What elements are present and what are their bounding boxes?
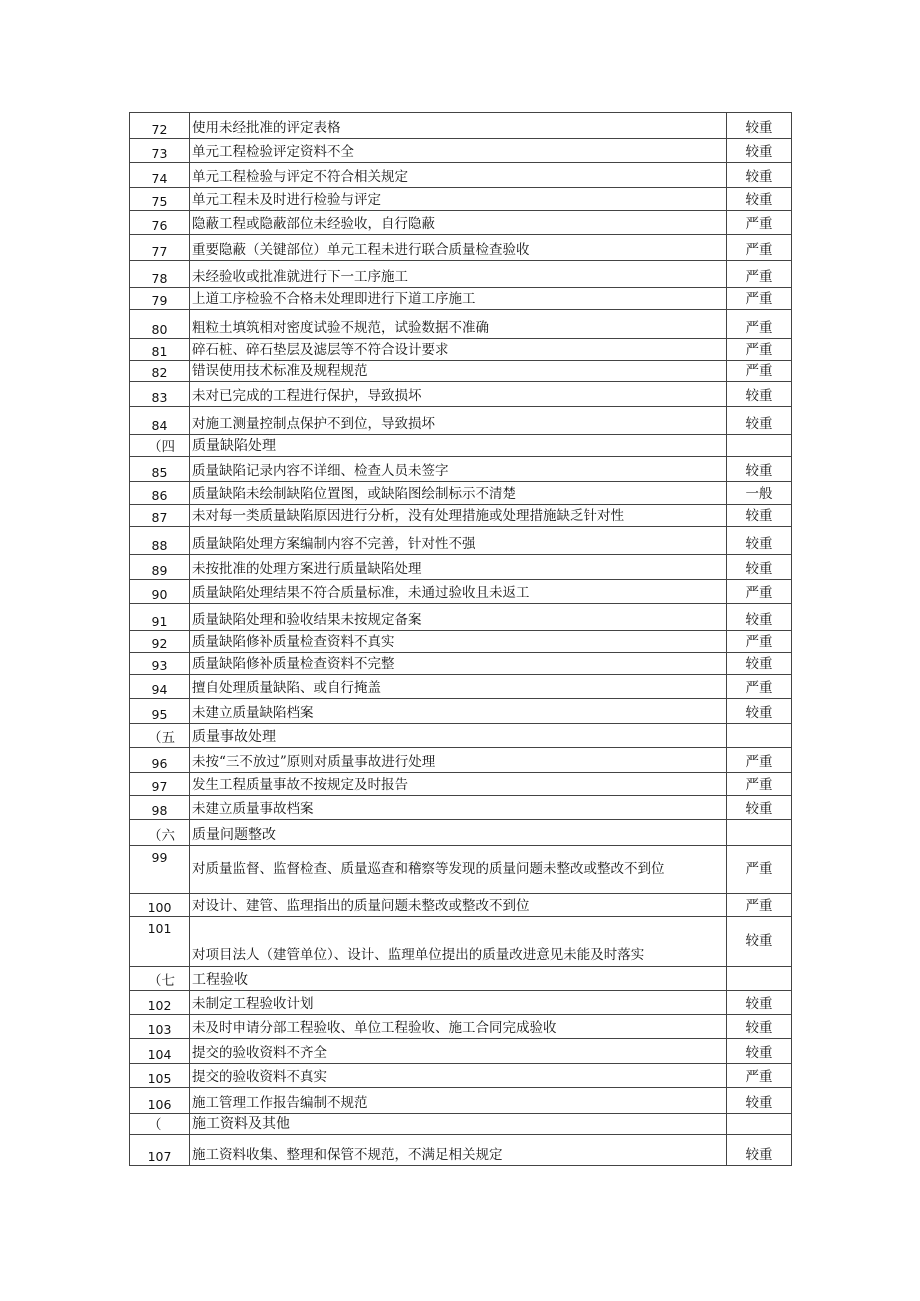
table-row	[130, 382, 792, 407]
row-number: 74	[130, 163, 190, 188]
table-row	[130, 113, 792, 139]
issue-description: 质量缺陷修补质量检查资料不完整	[190, 653, 727, 675]
row-number: 105	[130, 1064, 190, 1088]
issue-description: 质量缺陷处理方案编制内容不完善，针对性不强	[190, 527, 727, 555]
table-row	[130, 631, 792, 653]
row-number: 88	[130, 527, 190, 555]
table-row	[130, 1135, 792, 1166]
row-number: 91	[130, 604, 190, 631]
severity-level	[727, 1114, 792, 1135]
table-row	[130, 675, 792, 699]
severity-level: 较重	[727, 1088, 792, 1114]
severity-level: 一般	[727, 482, 792, 505]
table-row	[130, 917, 792, 967]
issue-description: 未对每一类质量缺陷原因进行分析，没有处理措施或处理措施缺乏针对性	[190, 505, 727, 527]
severity-level: 严重	[727, 211, 792, 235]
issue-description: 质量缺陷记录内容不详细、检查人员未签字	[190, 457, 727, 482]
issue-description: 施工资料收集、整理和保管不规范，不满足相关规定	[190, 1135, 727, 1166]
severity-level: 严重	[727, 235, 792, 261]
table-row	[130, 555, 792, 580]
issue-description: 质量缺陷处理结果不符合质量标准，未通过验收且未返工	[190, 580, 727, 604]
severity-level: 较重	[727, 1135, 792, 1166]
issue-description: 质量缺陷修补质量检查资料不真实	[190, 631, 727, 653]
row-number: 86	[130, 482, 190, 505]
severity-level: 严重	[727, 361, 792, 382]
issue-description: 未建立质量缺陷档案	[190, 699, 727, 724]
row-number: （	[130, 1114, 190, 1135]
issue-description: 未经验收或批准就进行下一工序施工	[190, 261, 727, 288]
issue-description: 对质量监督、监督检查、质量巡查和稽察等发现的质量问题未整改或整改不到位	[190, 846, 727, 894]
table-row	[130, 505, 792, 527]
row-number: 85	[130, 457, 190, 482]
row-number: 72	[130, 113, 190, 139]
row-number: 78	[130, 261, 190, 288]
severity-level: 较重	[727, 382, 792, 407]
issue-description: 质量缺陷处理和验收结果未按规定备案	[190, 604, 727, 631]
severity-level: 严重	[727, 675, 792, 699]
severity-level: 较重	[727, 188, 792, 211]
severity-level: 较重	[727, 1015, 792, 1039]
row-number: 82	[130, 361, 190, 382]
row-number: 107	[130, 1135, 190, 1166]
row-number: 94	[130, 675, 190, 699]
issue-description: 对设计、建管、监理指出的质量问题未整改或整改不到位	[190, 894, 727, 917]
severity-level: 较重	[727, 527, 792, 555]
row-number: 76	[130, 211, 190, 235]
row-number: 89	[130, 555, 190, 580]
row-number: 100	[130, 894, 190, 917]
row-number: 99	[130, 846, 190, 894]
severity-level: 较重	[727, 139, 792, 163]
severity-level: 较重	[727, 505, 792, 527]
table-row	[130, 580, 792, 604]
row-number: 92	[130, 631, 190, 653]
section-row	[130, 724, 792, 748]
row-number: 106	[130, 1088, 190, 1114]
severity-level: 较重	[727, 699, 792, 724]
row-number: 101	[130, 917, 190, 967]
issue-description: 提交的验收资料不真实	[190, 1064, 727, 1088]
issue-description: 提交的验收资料不齐全	[190, 1039, 727, 1064]
severity-level: 严重	[727, 894, 792, 917]
table-row	[130, 1015, 792, 1039]
issue-description: 未按批准的处理方案进行质量缺陷处理	[190, 555, 727, 580]
table-row	[130, 211, 792, 235]
table-row	[130, 1088, 792, 1114]
severity-level: 较重	[727, 113, 792, 139]
severity-level: 严重	[727, 631, 792, 653]
row-number: 77	[130, 235, 190, 261]
table-row	[130, 339, 792, 361]
table-row	[130, 139, 792, 163]
row-number: 79	[130, 288, 190, 310]
issue-description: 未按“三不放过”原则对质量事故进行处理	[190, 748, 727, 773]
table-row	[130, 773, 792, 796]
section-title: 施工资料及其他	[190, 1114, 727, 1135]
issue-description: 单元工程检验评定资料不全	[190, 139, 727, 163]
row-number: 93	[130, 653, 190, 675]
section-row	[130, 1114, 792, 1135]
issue-description: 重要隐蔽（关键部位）单元工程未进行联合质量检查验收	[190, 235, 727, 261]
severity-level: 较重	[727, 457, 792, 482]
issue-description: 单元工程检验与评定不符合相关规定	[190, 163, 727, 188]
issue-description: 未及时申请分部工程验收、单位工程验收、施工合同完成验收	[190, 1015, 727, 1039]
severity-level: 较重	[727, 604, 792, 631]
row-number: 102	[130, 991, 190, 1015]
table-row	[130, 1039, 792, 1064]
issue-table-body	[130, 113, 792, 1166]
section-title: 质量缺陷处理	[190, 435, 727, 457]
issue-description: 隐蔽工程或隐蔽部位未经验收，自行隐蔽	[190, 211, 727, 235]
severity-level: 较重	[727, 991, 792, 1015]
severity-level: 较重	[727, 917, 792, 967]
section-row	[130, 820, 792, 846]
row-number: 104	[130, 1039, 190, 1064]
row-number: 90	[130, 580, 190, 604]
row-number: 103	[130, 1015, 190, 1039]
issue-description: 发生工程质量事故不按规定及时报告	[190, 773, 727, 796]
table-row	[130, 527, 792, 555]
row-number: （四	[130, 435, 190, 457]
issue-description: 施工管理工作报告编制不规范	[190, 1088, 727, 1114]
row-number: 95	[130, 699, 190, 724]
table-row	[130, 261, 792, 288]
table-row	[130, 604, 792, 631]
row-number: 73	[130, 139, 190, 163]
row-number: 96	[130, 748, 190, 773]
table-row	[130, 699, 792, 724]
row-number: 80	[130, 310, 190, 339]
issue-description: 粗粒土填筑相对密度试验不规范，试验数据不准确	[190, 310, 727, 339]
severity-level	[727, 435, 792, 457]
table-row	[130, 310, 792, 339]
section-title: 质量问题整改	[190, 820, 727, 846]
row-number: 97	[130, 773, 190, 796]
issue-description: 质量缺陷未绘制缺陷位置图，或缺陷图绘制标示不清楚	[190, 482, 727, 505]
issue-table	[129, 112, 792, 1166]
table-row	[130, 457, 792, 482]
severity-level: 严重	[727, 748, 792, 773]
severity-level: 严重	[727, 1064, 792, 1088]
section-title: 质量事故处理	[190, 724, 727, 748]
issue-description: 未制定工程验收计划	[190, 991, 727, 1015]
issue-description: 单元工程未及时进行检验与评定	[190, 188, 727, 211]
table-row	[130, 894, 792, 917]
table-row	[130, 796, 792, 820]
row-number: （七	[130, 967, 190, 991]
severity-level	[727, 724, 792, 748]
table-row	[130, 361, 792, 382]
table-row	[130, 653, 792, 675]
table-row	[130, 188, 792, 211]
section-row	[130, 435, 792, 457]
issue-description: 对项目法人（建管单位）、设计、监理单位提出的质量改进意见未能及时落实	[190, 917, 727, 967]
severity-level: 较重	[727, 1039, 792, 1064]
section-row	[130, 967, 792, 991]
table-row	[130, 288, 792, 310]
table-row	[130, 235, 792, 261]
severity-level	[727, 967, 792, 991]
row-number: （五	[130, 724, 190, 748]
row-number: 83	[130, 382, 190, 407]
severity-level	[727, 820, 792, 846]
table-row	[130, 846, 792, 894]
row-number: 87	[130, 505, 190, 527]
row-number: 75	[130, 188, 190, 211]
severity-level: 严重	[727, 310, 792, 339]
severity-level: 较重	[727, 653, 792, 675]
table-row	[130, 163, 792, 188]
section-title: 工程验收	[190, 967, 727, 991]
table-row	[130, 1064, 792, 1088]
table-row	[130, 748, 792, 773]
row-number: （六	[130, 820, 190, 846]
severity-level: 严重	[727, 846, 792, 894]
severity-level: 严重	[727, 261, 792, 288]
issue-description: 擅自处理质量缺陷、或自行掩盖	[190, 675, 727, 699]
issue-description: 对施工测量控制点保护不到位，导致损坏	[190, 407, 727, 435]
severity-level: 较重	[727, 555, 792, 580]
issue-description: 上道工序检验不合格未处理即进行下道工序施工	[190, 288, 727, 310]
severity-level: 严重	[727, 288, 792, 310]
severity-level: 严重	[727, 773, 792, 796]
severity-level: 严重	[727, 580, 792, 604]
row-number: 98	[130, 796, 190, 820]
row-number: 84	[130, 407, 190, 435]
severity-level: 较重	[727, 407, 792, 435]
table-row	[130, 407, 792, 435]
issue-description: 未建立质量事故档案	[190, 796, 727, 820]
row-number: 81	[130, 339, 190, 361]
issue-description: 使用未经批准的评定表格	[190, 113, 727, 139]
issue-description: 错误使用技术标准及规程规范	[190, 361, 727, 382]
issue-description: 未对已完成的工程进行保护，导致损坏	[190, 382, 727, 407]
severity-level: 较重	[727, 796, 792, 820]
severity-level: 较重	[727, 163, 792, 188]
table-row	[130, 482, 792, 505]
severity-level: 严重	[727, 339, 792, 361]
issue-description: 碎石桩、碎石垫层及滤层等不符合设计要求	[190, 339, 727, 361]
table-row	[130, 991, 792, 1015]
